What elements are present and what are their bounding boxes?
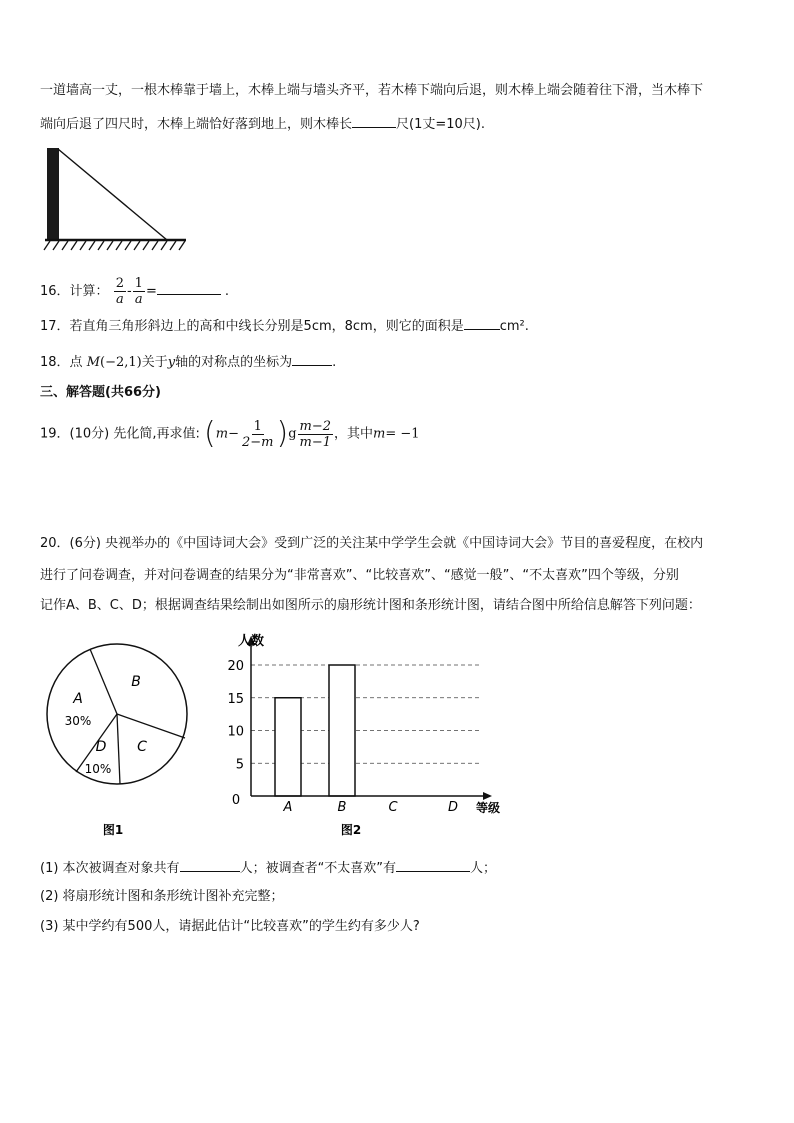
pie-divider-3 [117,714,120,784]
q19-fraction-1 [240,419,276,450]
q18-mid: 关于 [141,355,168,370]
q16-fraction-2 [133,276,145,307]
x-axis-label: 等级 [476,801,501,815]
q18-post: 轴的对称点的坐标为 [175,355,293,370]
q18-coord: (−2,1) [100,355,142,370]
q19-left-paren: ( [204,416,216,451]
q18-answer-blank[interactable] [292,352,332,366]
wall [47,148,59,240]
q20-sub1-mid: 人；被调查者“不太喜欢”有 [239,861,397,876]
q15-line2-post: 尺(1丈=10尺). [396,117,485,132]
q19-fraction-2 [298,419,334,450]
q17-answer-blank[interactable] [464,316,500,330]
q16-equals: = [145,284,157,299]
q15-line2 [40,114,485,134]
q16 [40,276,229,307]
q17-unit: cm². [499,319,529,334]
stick [58,149,167,240]
q17-text: 17．若直角三角形斜边上的高和中线长分别是5cm，8cm，则它的面积是 [40,319,464,334]
y-tick-20: 20 [227,659,244,674]
q20-dislike-blank[interactable] [396,858,470,872]
q20-line3: 记作A、B、C、D；根据调查结果绘制出如图所示的扇形统计图和条形统计图，请结合图中所给信息解答下列问题： [40,598,701,613]
ladder-wall-figure [40,146,190,252]
q18-point-m: M [86,355,100,370]
pie-slice-label-c: C [137,739,147,755]
q20-line1: 20．(6分) 央视举办的《中国诗词大会》受到广泛的关注某中学学生会就《中国诗词大会》节目的喜爱程度，在校内 [40,536,704,551]
pie-divider-1 [90,649,117,714]
pie-slice-percent-d: 10% [84,762,112,776]
q18 [40,352,336,372]
q16-frac2-num: 1 [134,276,143,291]
q19-f1-den: 2−m [241,434,274,450]
section-3-title: 三、解答题(共66分) [40,385,161,400]
pie-slice-label-b: B [131,674,141,690]
pie-slice-percent-a: 30% [64,714,92,728]
q19-minus: − [228,426,239,442]
q19-post: ，其中 [334,426,374,442]
q20-line2: 进行了问卷调查，并对问卷调查的结果分为“非常喜欢”、“比较喜欢”、“感觉一般”、“不太喜欢”四个等级，分别 [40,568,679,583]
y-axis-label: 人数 [238,634,265,649]
q19-right-paren: ) [276,416,289,451]
q20-total-blank[interactable] [180,858,240,872]
x-axis-arrow [483,792,492,800]
q15-answer-blank[interactable] [352,114,396,128]
q15-line2-text: 端向后退了四尺时，木棒上端恰好落到地上，则木棒长 [40,117,353,132]
bar-chart [224,630,514,840]
q19-f2-num: m−2 [299,418,332,434]
y-tick-10: 10 [227,724,244,740]
x-tick-b: B [337,800,347,815]
q18-y: y [167,355,176,370]
q19-f2-den: m−1 [299,434,332,450]
q19 [40,414,420,455]
q19-f1-num: 1 [253,418,262,434]
q19-dot: g [288,426,297,442]
q16-frac1-den: a [115,292,124,307]
q15-line1: 一道墙高一丈，一根木棒靠于墙上，木棒上端与墙头齐平，若木棒下端向后退，则木棒上端会随着往下滑，当木棒下 [40,83,704,98]
pie-caption: 图1 [102,823,124,837]
q16-fraction-1 [114,276,126,307]
ground-hatching [44,241,185,250]
q19-m1: m [215,426,229,442]
bar-a [275,698,301,796]
q16-frac2-den: a [134,292,143,307]
q18-end: . [332,355,337,370]
q16-end: . [224,284,229,299]
pie-divider-2 [117,714,185,738]
x-tick-d: D [447,800,459,815]
pie-slice-label-a: A [73,691,83,707]
x-tick-c: C [388,800,398,815]
q16-frac1-num: 2 [115,276,124,291]
q17 [40,316,529,336]
pie-chart [38,638,198,843]
y-tick-15: 15 [227,691,244,707]
q19-m-var: m [373,426,386,442]
q20-sub2: (2) 将扇形统计图和条形统计图补充完整； [40,889,284,904]
q20-sub3: (3) 某中学约有500人，请据此估计“比较喜欢”的学生约有多少人? [40,919,420,934]
q16-minus: - [126,284,132,299]
pie-slice-label-d: D [95,739,107,755]
q16-answer-blank[interactable] [157,281,221,295]
q18-pre: 18．点 [40,355,83,370]
q20-sub1 [40,858,496,878]
q20-sub1-pre: (1) 本次被调查对象共有 [40,861,180,876]
q20-sub1-post: 人； [470,861,497,876]
q16-label: 16．计算： [40,284,109,299]
y-tick-0: 0 [231,793,241,808]
y-tick-5: 5 [235,757,244,773]
q19-pre: 19．(10分) 先化简,再求值: [40,426,200,442]
bar-caption: 图2 [340,823,362,837]
bar-b [329,665,355,796]
q19-value: = −1 [385,426,420,442]
x-tick-a: A [283,800,293,815]
